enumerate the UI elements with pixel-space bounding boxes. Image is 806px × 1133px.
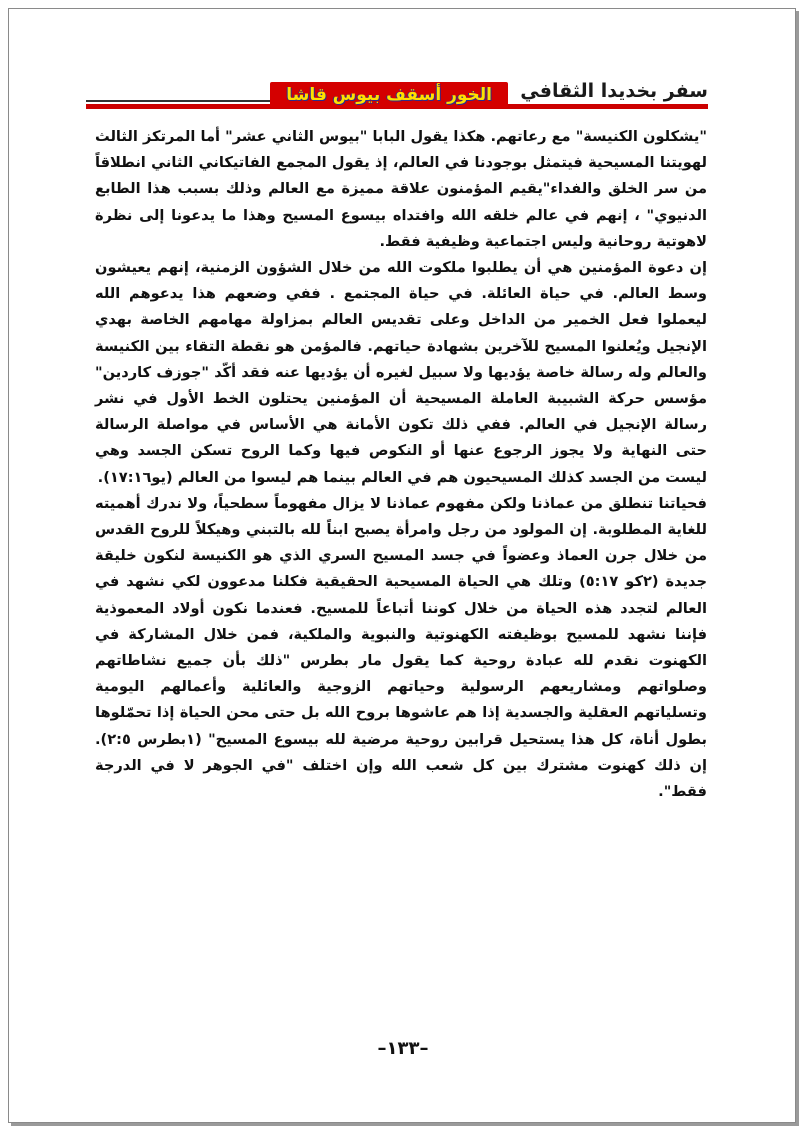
- body-text: [95, 124, 707, 805]
- author-banner: [270, 82, 508, 108]
- paragraph: إن دعوة المؤمنين هي أن يطلبوا ملكوت الله من خلال الشؤون الزمنية، إنهم يعيشون وسط العالم. في حياة العائلة. في حياة المجتمع . ففي وضعهم هذا يدعوهم الله ليعملوا فعل الخمير من الداخل وعلى تقديس العالم بمزاولة مهامهم الخاصة بهدي الإنجيل ويُعلنوا المسيح للآخرين بشهادة حياتهم. فالمؤمن هو نقطة التقاء بين الكنيسة والعالم وله رسالة خاصة يؤديها ولا سبيل لغيره أن يؤديها عنه فقد أكّد "جوزف كاردين" مؤسس حركة الشبيبة العاملة المسيحية أن المؤمنين يحتلون الخط الأول في نشر رسالة الإنجيل في العالم. ففي ذلك تكون الأمانة هي الأساس في مواصلة الرسالة حتى النهاية ولا يجوز الرجوع عنها أو النكوص فيها وكما الروح تسكن الجسد وهي ليست من الجسد كذلك المسيحيون هم في العالم بينما هم ليسوا من العالم (يو١٧:١٦).: [95, 259, 707, 486]
- page-number: –١٣٣–: [377, 1038, 429, 1059]
- paragraph: "يشكلون الكنيسة" مع رعاتهم. هكذا يقول البابا "بيوس الثاني عشر" أما المرتكز الثالث لهويتنا المسيحية فيتمثل بوجودنا في العالم، إذ يقول المجمع الفاتيكاني الثاني انطلاقاً من سر الخلق والفداء"يقيم المؤمنون علاقة مميزة مع العالم وذلك بسبب هذا الطابع الدنيوي" ، إنهم في عالم خلقه الله وافتداه بيسوع المسيح وهذا ما يدعونا إلى نظرة لاهوتية روحانية وليس اجتماعية وظيفية فقط.: [95, 128, 707, 250]
- author-name: الخور أسقف بيوس قاشا: [286, 85, 492, 105]
- page-header: [86, 76, 708, 112]
- book-title: سفر بخديدا الثقافي: [520, 80, 708, 102]
- paragraph: فحياتنا تنطلق من عماذنا ولكن مفهوم عماذنا لا يزال مفهوماً سطحياً، ولا ندرك أهميته للغاية المطلوبة. إن المولود من رجل وامرأة يصبح ابناً لله بالتبني وهيكلاً للروح القدس من خلال جرن العماذ وعضواً في جسد المسيح السري الذي هو الكنيسة لنكون خليقة جديدة (٢كو ٥:١٧) وتلك هي الحياة المسيحية الحقيقية فكلنا مدعوون لكي نشهد في العالم لتجدد هذه الحياة من خلال كوننا أتباعاً للمسيح. فعندما نكون أولاد المعموذية فإننا نشهد للمسيح بوظيفته الكهنوتية والنبوية والملكية، فمن خلال المشاركة في الكهنوت نقدم لله عبادة روحية كما يقول مار بطرس "ذلك بأن جميع نشاطاتهم وصلواتهم ومشاريعهم الرسولية وحياتهم الزوجية والعائلية وأعمالهم اليومية وتسلياتهم العقلية والجسدية إذا هم عاشوها بروح الله بل حتى محن الحياة إذا تحمّلوها بطول أناة، كل هذا يستحيل قرابين روحية مرضية لله بيسوع المسيح" (١بطرس ٢:٥). إن ذلك كهنوت مشترك بين كل شعب الله وإن اختلف "في الجوهر لا في الدرجة فقط".: [95, 494, 707, 801]
